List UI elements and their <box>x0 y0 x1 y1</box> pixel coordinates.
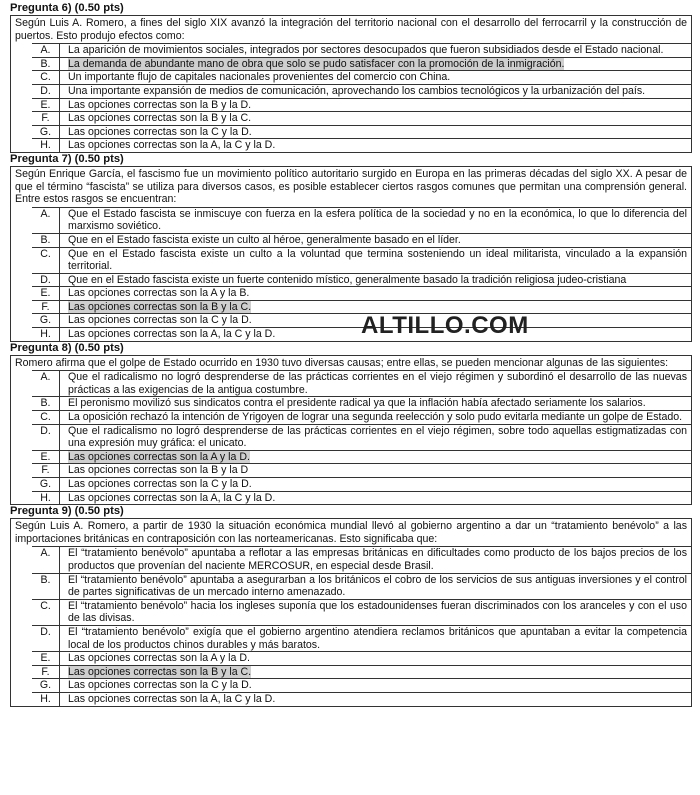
option-b[interactable] <box>32 233 691 247</box>
option-h[interactable] <box>32 138 691 152</box>
option-text: El “tratamiento benévolo” apuntaba a reflotar a las empresas británicas en dificultades como producto de los bajos precios de los productos que provenían del naciente MERCOSUR, en especial desde Brasil. <box>68 547 687 572</box>
option-text: Que el Estado fascista se inmiscuye con fuerza en la esfera política de la sociedad y no en la económica, lo que lo diferencia del marxismo soviético. <box>68 207 687 233</box>
option-text: Las opciones correctas son la A y la B. <box>68 287 250 300</box>
option-text: Una importante expansión de medios de comunicación, aprovechando los cambios tecnológicos y la urbanización del país. <box>68 84 646 97</box>
option-text: Las opciones correctas son la A, la C y la D. <box>68 491 276 504</box>
option-letter: H. <box>32 693 60 706</box>
question-header: Pregunta 7) (0.50 pts) <box>10 152 124 165</box>
option-f[interactable] <box>32 463 691 477</box>
option-b[interactable] <box>32 396 691 410</box>
option-letter: G. <box>32 679 60 692</box>
question-7 <box>10 153 692 342</box>
option-text <box>60 451 691 464</box>
option-letter: E. <box>32 99 60 112</box>
option-text <box>60 666 691 679</box>
option-d[interactable] <box>32 273 691 287</box>
option-letter: B. <box>32 58 60 71</box>
option-c[interactable] <box>32 247 691 273</box>
option-b[interactable] <box>32 57 691 71</box>
option-c[interactable] <box>32 410 691 424</box>
option-f[interactable] <box>32 111 691 125</box>
question-header: Pregunta 8) (0.50 pts) <box>10 341 124 354</box>
option-letter: B. <box>32 397 60 410</box>
option-text: Que en el Estado fascista existe un culto al héroe, generalmente basado en el líder. <box>68 233 461 246</box>
question-header: Pregunta 6) (0.50 pts) <box>10 2 124 14</box>
question-statement: Según Enrique García, el fascismo fue un movimiento político autoritario surgido en Europa en las primeras décadas del siglo XX. A pesar de que el término “fascista” se utiliza para diversos casos, es posible establecer ciertos rasgos comunes que permitan una comprensión general. Entre estos rasgos se encuentran: <box>15 167 687 206</box>
option-a[interactable] <box>32 207 691 233</box>
option-text: Las opciones correctas son la C y la D. <box>68 125 252 138</box>
option-text: Las opciones correctas son la C y la D. <box>68 314 252 327</box>
question-statement: Según Luis A. Romero, a partir de 1930 la situación económica mundial llevó al gobierno argentino a dar un “tratamiento benévolo” a las importaciones británicas en contraposición con las norteamericanas. Esto significaba que: <box>15 520 687 545</box>
option-d[interactable] <box>32 424 691 450</box>
option-letter: F. <box>32 301 60 314</box>
option-letter: E. <box>32 287 60 300</box>
option-letter: A. <box>32 371 60 396</box>
question-8 <box>10 342 692 506</box>
question-box <box>10 15 692 153</box>
option-text: Un importante flujo de capitales nacionales provenientes del comercio con China. <box>68 71 451 84</box>
option-letter: C. <box>32 71 60 84</box>
option-letter: B. <box>32 574 60 599</box>
watermark-text: ALTILLO.COM <box>361 312 529 339</box>
option-d[interactable] <box>32 625 691 651</box>
option-c[interactable] <box>32 599 691 625</box>
selected-answer-highlight: Las opciones correctas son la B y la C. <box>68 665 252 678</box>
question-9 <box>10 505 692 706</box>
option-text: Las opciones correctas son la C y la D. <box>68 679 252 692</box>
option-text: Que en el Estado fascista existe un culto a la voluntad que termina sosteniendo un ideal militarista, vinculado a la expansión territorial. <box>68 247 687 273</box>
question-box <box>10 518 692 706</box>
option-text: Las opciones correctas son la B y la C. <box>68 112 252 125</box>
option-letter: F. <box>32 464 60 477</box>
option-letter: A. <box>32 44 60 57</box>
option-text: Las opciones correctas son la B y la D. <box>68 98 252 111</box>
option-text: El “tratamiento benévolo” hacia los ingleses suponía que los estadounidenses fueran discriminados con los aranceles y con el uso de las divisas. <box>68 599 687 625</box>
option-b[interactable] <box>32 573 691 599</box>
option-h[interactable] <box>32 491 691 505</box>
option-letter: H. <box>32 139 60 152</box>
option-c[interactable] <box>32 70 691 84</box>
option-text: Las opciones correctas son la A, la C y la D. <box>68 692 276 705</box>
selected-answer-highlight: Las opciones correctas son la B y la C. <box>68 300 252 313</box>
option-text: Las opciones correctas son la B y la D <box>68 464 249 477</box>
question-box <box>10 355 692 506</box>
option-text: Las opciones correctas son la A y la D. <box>68 652 250 665</box>
option-letter: F. <box>32 666 60 679</box>
option-a[interactable] <box>32 546 691 572</box>
option-letter: D. <box>32 626 60 651</box>
option-text: Las opciones correctas son la A, la C y la D. <box>68 328 276 341</box>
selected-answer-highlight: Las opciones correctas son la A y la D. <box>68 450 250 463</box>
option-letter: C. <box>32 600 60 625</box>
option-g[interactable] <box>32 125 691 139</box>
option-letter: D. <box>32 425 60 450</box>
option-text: El “tratamiento benévolo” exigía que el gobierno argentino atendiera reclamos británicos que apuntaban a evitar la competencia local de los productos chinos durables y más baratos. <box>68 625 687 651</box>
option-a[interactable] <box>32 43 691 57</box>
option-letter: H. <box>32 492 60 505</box>
option-text <box>60 58 691 71</box>
option-letter: B. <box>32 234 60 247</box>
option-letter: G. <box>32 126 60 139</box>
option-e[interactable] <box>32 651 691 665</box>
option-letter: D. <box>32 85 60 98</box>
question-6 <box>10 2 692 153</box>
option-letter: C. <box>32 248 60 273</box>
question-box <box>10 166 692 342</box>
option-text: Que el radicalismo no logró desprenderse de las prácticas corrientes en el viejo régimen y subordinó el desarrollo de las nuevas prácticas a las exigencias de la antigua costumbre. <box>68 371 687 396</box>
option-e[interactable] <box>32 98 691 112</box>
option-letter: C. <box>32 411 60 424</box>
question-statement: Según Luis A. Romero, a fines del siglo XIX avanzó la integración del territorio nacional con el desarrollo del ferrocarril y la construcción de puertos. Esto produjo efectos como: <box>15 17 687 42</box>
question-header: Pregunta 9) (0.50 pts) <box>10 505 124 518</box>
option-letter: E. <box>32 451 60 464</box>
option-text: Las opciones correctas son la C y la D. <box>68 478 252 490</box>
option-letter: E. <box>32 652 60 665</box>
option-h[interactable] <box>32 692 691 706</box>
option-text: La aparición de movimientos sociales, integrados por sectores desocupados que fueron subsidiados desde el Estado nacional. <box>68 44 664 57</box>
option-a[interactable] <box>32 370 691 396</box>
option-text: Que el radicalismo no logró desprenderse de las prácticas corrientes en el viejo régimen, sobre todo aquellas estigmatizadas con una expresión muy gráfica: el unicato. <box>68 424 687 450</box>
option-text: El “tratamiento benévolo” apuntaba a asegurarban a los británicos el cobro de los servicios de sus antiguas inversiones y el control de partes significativas de un mercado interno amenazado. <box>68 573 687 599</box>
option-text: Que en el Estado fascista existe un fuerte contenido místico, generalmente basado la tradición religiosa judeo-cristiana <box>68 273 627 286</box>
option-d[interactable] <box>32 84 691 98</box>
option-letter: D. <box>32 274 60 287</box>
option-e[interactable] <box>32 450 691 464</box>
question-statement: Romero afirma que el golpe de Estado ocurrido en 1930 tuvo diversas causas; entre ellas, se pueden mencionar algunas de las siguientes: <box>15 356 669 369</box>
option-text: La oposición rechazó la intención de Yrigoyen de lograr una segunda reelección y solo pudo evitarla mediante un golpe de Estado. <box>68 411 683 424</box>
option-letter: A. <box>32 208 60 233</box>
selected-answer-highlight: La demanda de abundante mano de obra que solo se pudo satisfacer con la promoción de la inmigración. <box>68 57 565 70</box>
option-g[interactable] <box>32 678 691 692</box>
option-letter: F. <box>32 112 60 125</box>
option-e[interactable] <box>32 286 691 300</box>
option-letter: G. <box>32 314 60 327</box>
option-text: Las opciones correctas son la A, la C y la D. <box>68 139 276 152</box>
option-letter: H. <box>32 328 60 341</box>
option-f[interactable] <box>32 665 691 679</box>
option-g[interactable] <box>32 477 691 491</box>
option-letter: A. <box>32 547 60 572</box>
option-letter: G. <box>32 478 60 491</box>
option-text: El peronismo movilizó sus sindicatos contra el presidente radical ya que la inflación había afectado seriamente los salarios. <box>68 397 646 410</box>
